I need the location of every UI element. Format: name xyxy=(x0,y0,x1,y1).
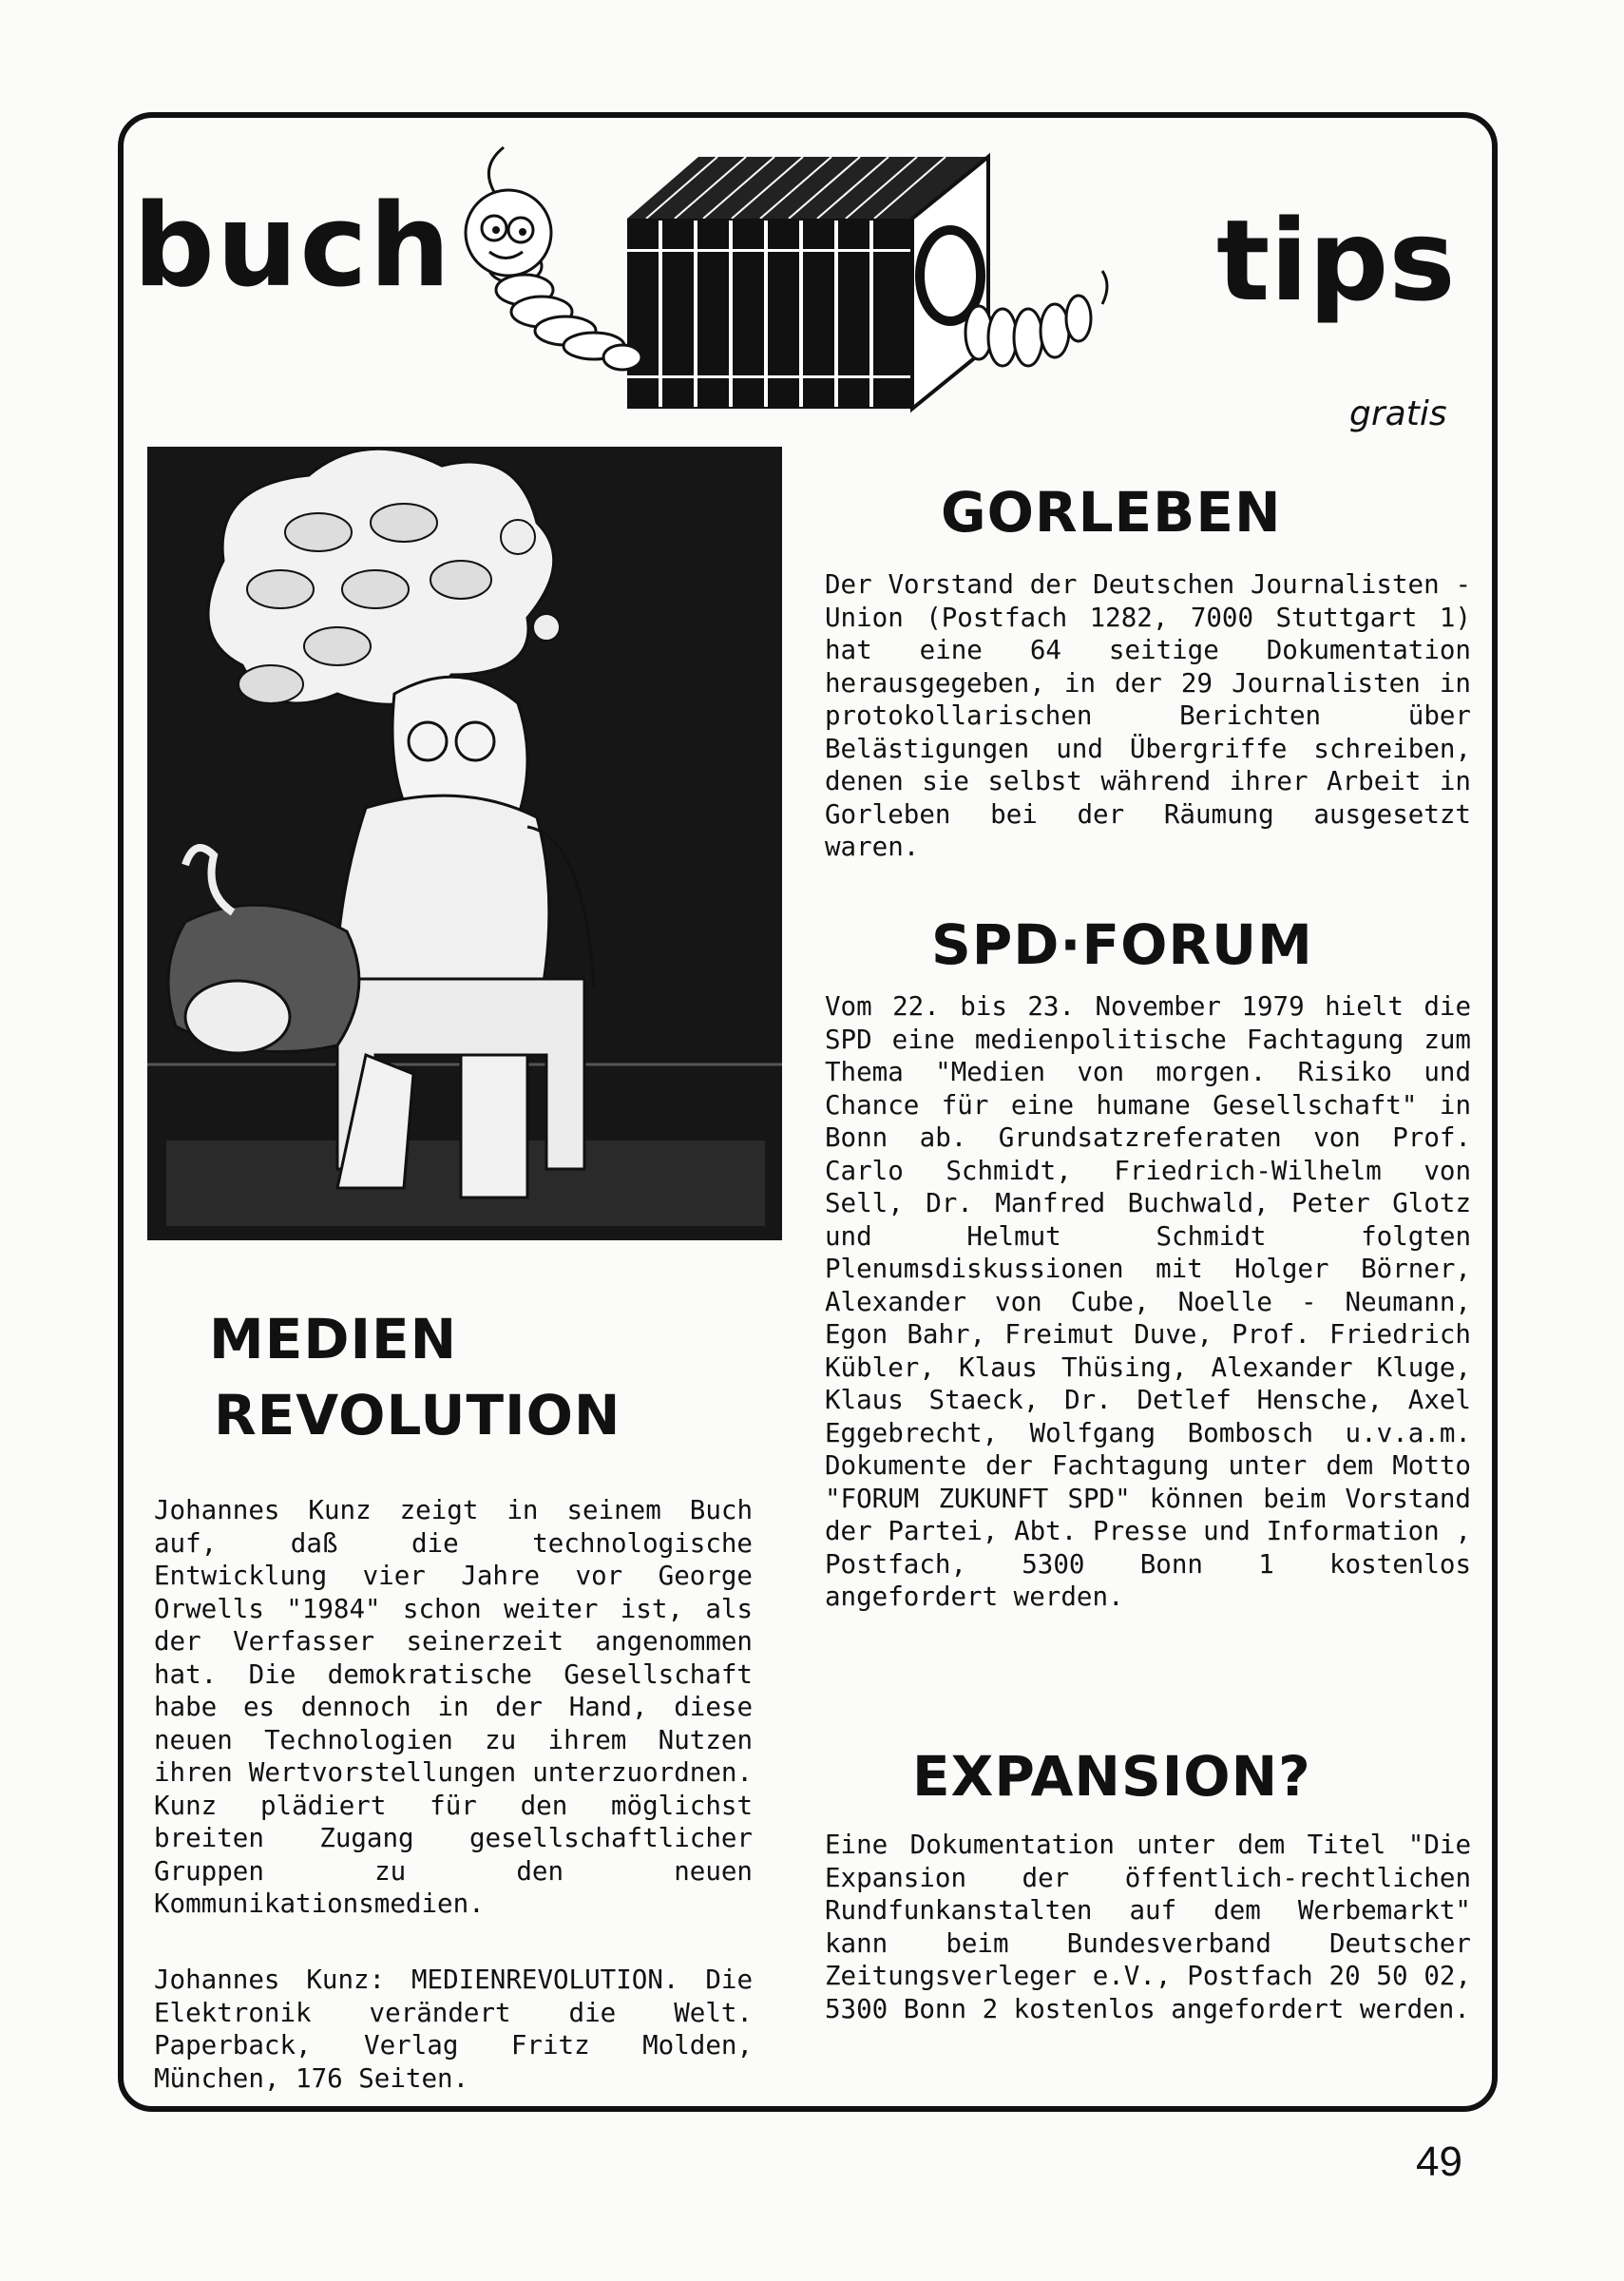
article-text-gorleben: Der Vorstand der Deutschen Journalisten - Union (Postfach 1282, 7000 Stuttgart 1) hat eine 64 seitige Dokumentation herausgegeben, in der 29 Journalisten in protokollarischen Berichten über Belästigungen und Übergriffe schreiben, denen sie selbst während ihrer Arbeit in Gorleben bei der Räumung ausgesetzt waren. xyxy=(825,569,1471,862)
page-number: 49 xyxy=(1416,2138,1462,2185)
article-text-spd-forum: Vom 22. bis 23. November 1979 hielt die SPD eine medienpolitische Fachtagung zum Thema "Medien von morgen. Risiko und Chance für eine humane Gesellschaft" in Bonn ab. Grundsatzreferaten von Prof. Carlo Schmidt, Friedrich-Wilhelm von Sell, Dr. Manfred Buchwald, Peter Glotz und Helmut Schmidt folgten Plenumsdiskussionen mit Holger Börner, Alexander von Cube, Noelle - Neumann, Egon Bahr, Freimut Duve, Prof. Friedrich Kübler, Klaus Thüsing, Alexander Kluge, Klaus Staeck, Dr. Detlef Hensche, Axel Eggebrecht, Wolfgang Bombosch u.v.a.m. Dokumente der Fachtagung unter dem Motto "FORUM ZUKUNFT SPD" können beim Vorstand der Partei, Abt. Presse und Information , Postfach, 5300 Bonn 1 kostenlos angefordert werden. xyxy=(825,991,1471,1612)
typewriter-cartoon-illustration xyxy=(147,447,782,1240)
bookworm-books-illustration xyxy=(447,143,1207,418)
header-title-right: tips xyxy=(1216,195,1456,326)
article-heading-expansion: EXPANSION? xyxy=(912,1744,1311,1809)
article-text-expansion: Eine Dokumentation unter dem Titel "Die Expansion der öffentlich-rechtlichen Rundfunkanstalten auf dem Werbemarkt" kann beim Bundesverband Deutscher Zeitungsverleger e.V., Postfach 20 50 02, 5300 Bonn 2 kostenlos angefordert werden. xyxy=(825,1830,1471,2024)
header-tag: gratis xyxy=(1349,394,1447,433)
article-heading-spd-forum: SPD·FORUM xyxy=(931,912,1313,977)
article-heading-medien: MEDIEN xyxy=(209,1307,458,1371)
header-title-left: buch xyxy=(133,181,452,313)
book-reference: Johannes Kunz: MEDIENREVOLUTION. Die Elektronik verändert die Welt. Paperback, Verlag Fritz Molden, München, 176 Seiten. xyxy=(154,1965,753,2094)
article-heading-gorleben: GORLEBEN xyxy=(941,480,1282,545)
article-text-medienrevolution: Johannes Kunz zeigt in seinem Buch auf, daß die technologische Entwicklung vier Jahre vor George Orwells "1984" schon weiter ist, als der Verfasser seinerzeit angenommen hat. Die demokratische Gesellschaft habe es dennoch in der Hand, diese neuen Technologien zu ihrem Nutzen ihren Wertvorstellungen unterzuordnen. Kunz plädiert für den möglichst breiten Zugang gesellschaftlicher Gruppen zu den neuen Kommunikationsmedien. xyxy=(154,1495,753,1919)
article-heading-revolution: REVOLUTION xyxy=(214,1383,621,1447)
